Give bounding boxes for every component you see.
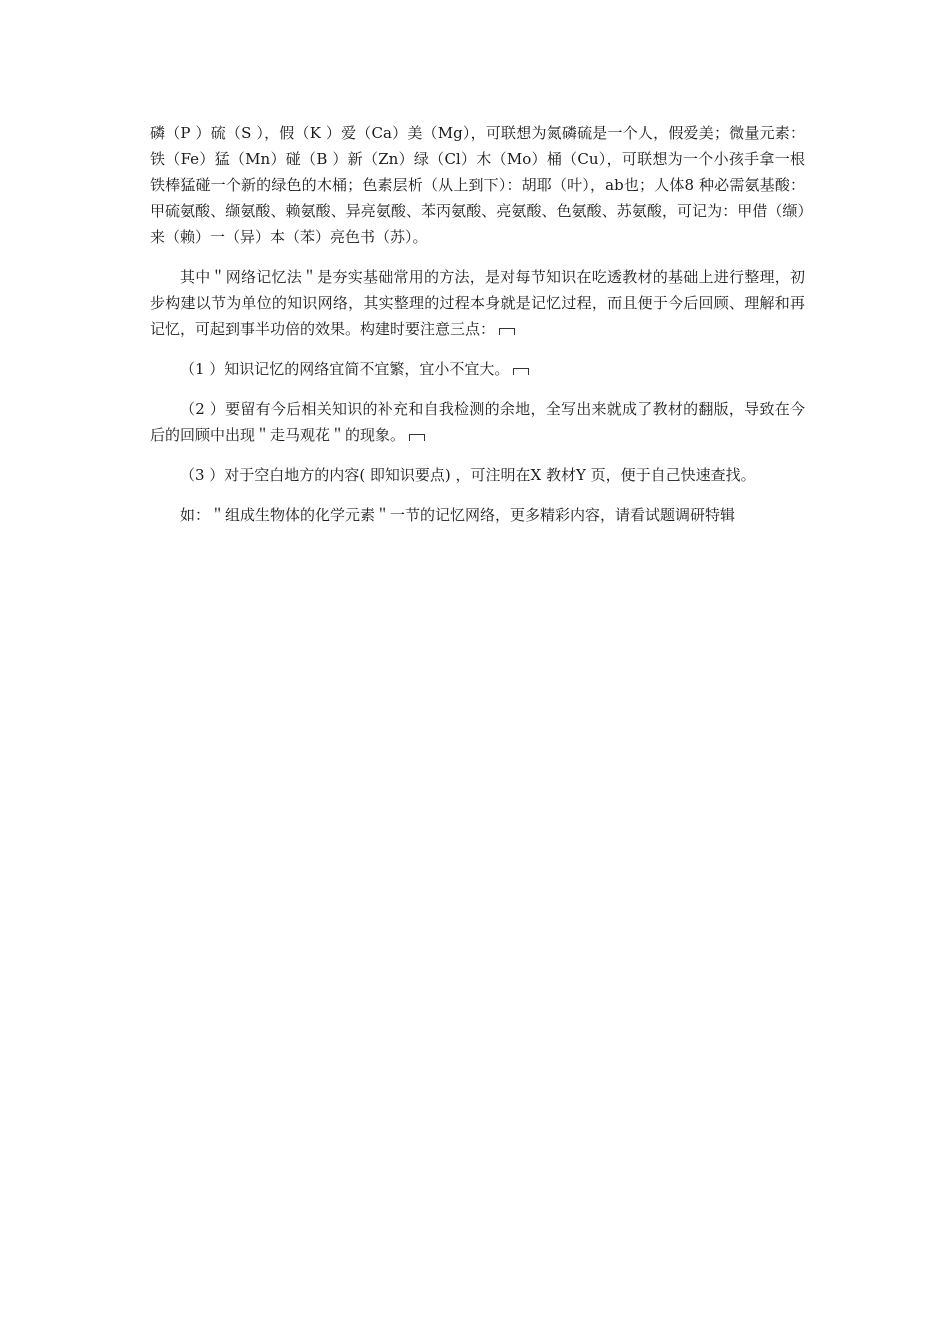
paragraph-mark-icon <box>409 434 425 441</box>
paragraph-text: 如：＂组成生物体的化学元素＂一节的记忆网络，更多精彩内容，请看试题调研特辑 <box>180 506 736 524</box>
point-two <box>150 396 805 448</box>
paragraph-element-mnemonics <box>150 120 805 250</box>
paragraph-network-memory <box>150 264 805 342</box>
paragraph-text: 其中＂网络记忆法＂是夯实基础常用的方法，是对每节知识在吃透教材的基础上进行整理，初步构建以节为单位的知识网络，其实整理的过程本身就是记忆过程，而且便于今后回顾、理解和再记忆，可起到事半功倍的效果。构建时要注意三点： <box>150 268 805 338</box>
paragraph-mark-icon <box>499 328 515 335</box>
paragraph-text: （3 ）对于空白地方的内容( 即知识要点) ，可注明在X 教材Y 页，便于自己快速查找。 <box>180 466 756 484</box>
point-one <box>150 356 805 382</box>
paragraph-example <box>150 502 805 528</box>
paragraph-text: （2 ）要留有今后相关知识的补充和自我检测的余地，全写出来就成了教材的翻版，导致在今后的回顾中出现＂走马观花＂的现象。 <box>150 400 805 444</box>
document-page <box>150 120 805 528</box>
paragraph-text: （1 ）知识记忆的网络宜简不宜繁，宜小不宜大。 <box>180 360 510 378</box>
paragraph-text: 磷（P ）硫（S ），假（K ）爱（Ca）美（Mg），可联想为氮磷硫是一个人，假爱美；微量元素：铁（Fe）猛（Mn）碰（B ）新（Zn）绿（Cl）木（Mo）桶（Cu），可联想为一个小孩手拿一根铁棒猛碰一个新的绿色的木桶；色素层析（从上到下）：胡耶（叶），ab也；人体8 种必需氨基酸：甲硫氨酸、缬氨酸、赖氨酸、异亮氨酸、苯丙氨酸、亮氨酸、色氨酸、苏氨酸，可记为：甲借（缬）来（赖）一（异）本（苯）亮色书（苏）。 <box>150 124 805 246</box>
point-three <box>150 462 805 488</box>
paragraph-mark-icon <box>513 368 529 375</box>
